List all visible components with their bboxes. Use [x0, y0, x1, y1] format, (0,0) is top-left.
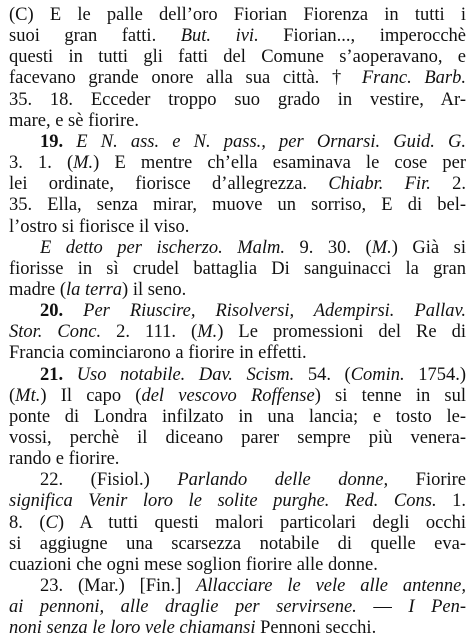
italic-text: M. — [73, 153, 94, 174]
text-segment: ) E mentre ch’ella esaminava le cose per — [93, 153, 466, 174]
text-segment: 54. ( — [294, 364, 351, 385]
text-segment: Fiorian..., imperocchè — [258, 26, 466, 47]
text-segment: fiorisse in sì crudel battaglia Di sanguinacci la gran — [9, 258, 466, 279]
italic-text: Franc. Barb. — [361, 68, 466, 89]
text-line — [9, 490, 466, 512]
text-segment: (C) E le palle dell’oro Fiorian Fiorenza in tutti i — [9, 5, 466, 25]
italic-text: Allacciare le vele alle antenne, — [196, 576, 466, 597]
text-line — [9, 448, 466, 470]
italic-text: la terra — [66, 279, 123, 300]
text-segment: 1754.) — [404, 364, 466, 385]
italic-text: Stor. Conc. — [9, 322, 102, 343]
text-segment: Francia cominciarono a fiorire in effetti. — [9, 343, 307, 364]
text-segment: ) si tenne in sul — [314, 385, 466, 406]
text-segment: 23. (Mar.) [Fin.] — [40, 576, 197, 597]
text-segment: ) Già si — [391, 237, 466, 258]
text-segment: ponte di Londra infilzato in una lancia; e tosto le- — [9, 406, 466, 427]
text-segment: 2. — [430, 174, 466, 195]
text-segment: 22. (Fisiol.) — [40, 470, 178, 491]
text-line — [9, 342, 466, 364]
italic-text: Per Riuscire, Risolversi, Adempirsi. Pallav. — [83, 301, 466, 322]
text-segment: facevano grande onore alla sua città. † — [9, 68, 362, 89]
italic-text: Parlando delle donne, — [177, 470, 389, 491]
text-segment: ) A tutti questi malori particolari degli occhi — [57, 512, 466, 533]
text-line — [9, 596, 466, 618]
text-line — [9, 4, 466, 26]
italic-text: But. ivi. — [180, 26, 259, 47]
italic-text: C — [45, 512, 58, 533]
text-segment: lei ordinate, fiorisce d’allegrezza. — [9, 174, 329, 195]
text-segment: ) Le promessioni del Re di — [217, 322, 466, 343]
text-line — [9, 89, 466, 111]
text-line — [9, 152, 466, 174]
text-line — [40, 300, 466, 322]
text-line — [9, 406, 466, 428]
text-line — [40, 237, 466, 259]
text-line — [9, 173, 466, 195]
italic-text: ai pennoni, alle draglie per servirsene. — [9, 597, 357, 618]
text-line — [9, 216, 466, 238]
italic-text: Uso notabile. Dav. Scism. — [76, 364, 295, 385]
italic-text: E detto per ischerzo. Malm. — [40, 237, 286, 258]
text-segment: 2. 111. ( — [101, 322, 198, 343]
italic-text: I Pen- — [408, 597, 466, 618]
entry-number: 21. — [40, 364, 77, 385]
text-segment: 9. 30. ( — [285, 237, 372, 258]
text-segment: 35. Ella, senza mirar, muove un sorriso, E di bel- — [9, 195, 466, 216]
italic-text: Chiabr. Fir. — [328, 174, 431, 195]
italic-text: del vescovo Roffense — [141, 385, 315, 406]
italic-text: M. — [371, 237, 392, 258]
text-segment: Pennoni secchi. — [255, 618, 377, 639]
italic-text: E N. ass. e N. pass., per Ornarsi. Guid. G. — [76, 131, 466, 152]
text-segment: vossi, perchè il diceano parer sempre più venera- — [9, 428, 466, 448]
text-line — [9, 67, 466, 89]
text-segment: si aggiugne una scarsezza notabile di quelle eva- — [9, 533, 466, 554]
text-segment: 1. — [436, 491, 466, 512]
text-line — [40, 469, 466, 491]
text-line — [9, 385, 466, 407]
text-segment: Fiorire — [388, 470, 466, 491]
text-line — [9, 321, 466, 343]
text-segment: 3. 1. ( — [9, 153, 74, 174]
text-line — [9, 279, 466, 301]
italic-text: M. — [197, 322, 218, 343]
text-segment: madre ( — [9, 279, 67, 300]
text-line — [9, 617, 466, 639]
text-line — [9, 258, 466, 280]
italic-text: significa Venir loro le solite purghe. Red. Cons. — [9, 491, 437, 512]
text-line — [9, 25, 466, 47]
italic-text: noni senza le loro vele chiamansi — [9, 618, 256, 639]
text-segment: ( — [9, 385, 16, 406]
text-segment: ) Il capo ( — [40, 385, 142, 406]
italic-text: Comin. — [350, 364, 405, 385]
text-line — [40, 575, 466, 597]
text-line — [9, 533, 466, 555]
text-segment: 35. 18. Ecceder troppo suo grado in vestire, Ar- — [9, 89, 466, 110]
text-line — [40, 364, 466, 386]
text-segment: l’ostro si fiorisce il viso. — [9, 216, 190, 237]
text-segment: questi in tutti gli fatti del Comune s’aoperavano, e — [9, 47, 466, 68]
text-line — [9, 194, 466, 216]
text-segment: — — [356, 597, 409, 618]
text-segment: mare, e sè fiorire. — [9, 110, 139, 131]
text-segment: 8. ( — [9, 512, 46, 533]
text-segment: suoi gran fatti. — [9, 26, 181, 47]
entry-number: 19. — [40, 131, 77, 152]
text-line — [9, 46, 466, 68]
text-line — [9, 427, 466, 449]
text-segment: ) il seno. — [122, 279, 187, 300]
entry-number: 20. — [40, 301, 84, 322]
text-line — [9, 110, 466, 132]
text-segment: cuazioni che ogni mese soglion fiorire alle donne. — [9, 554, 378, 575]
text-line — [9, 554, 466, 576]
text-line — [40, 131, 466, 153]
italic-text: Mt. — [15, 385, 41, 406]
text-line — [9, 512, 466, 534]
text-segment: rando e fiorire. — [9, 449, 120, 470]
